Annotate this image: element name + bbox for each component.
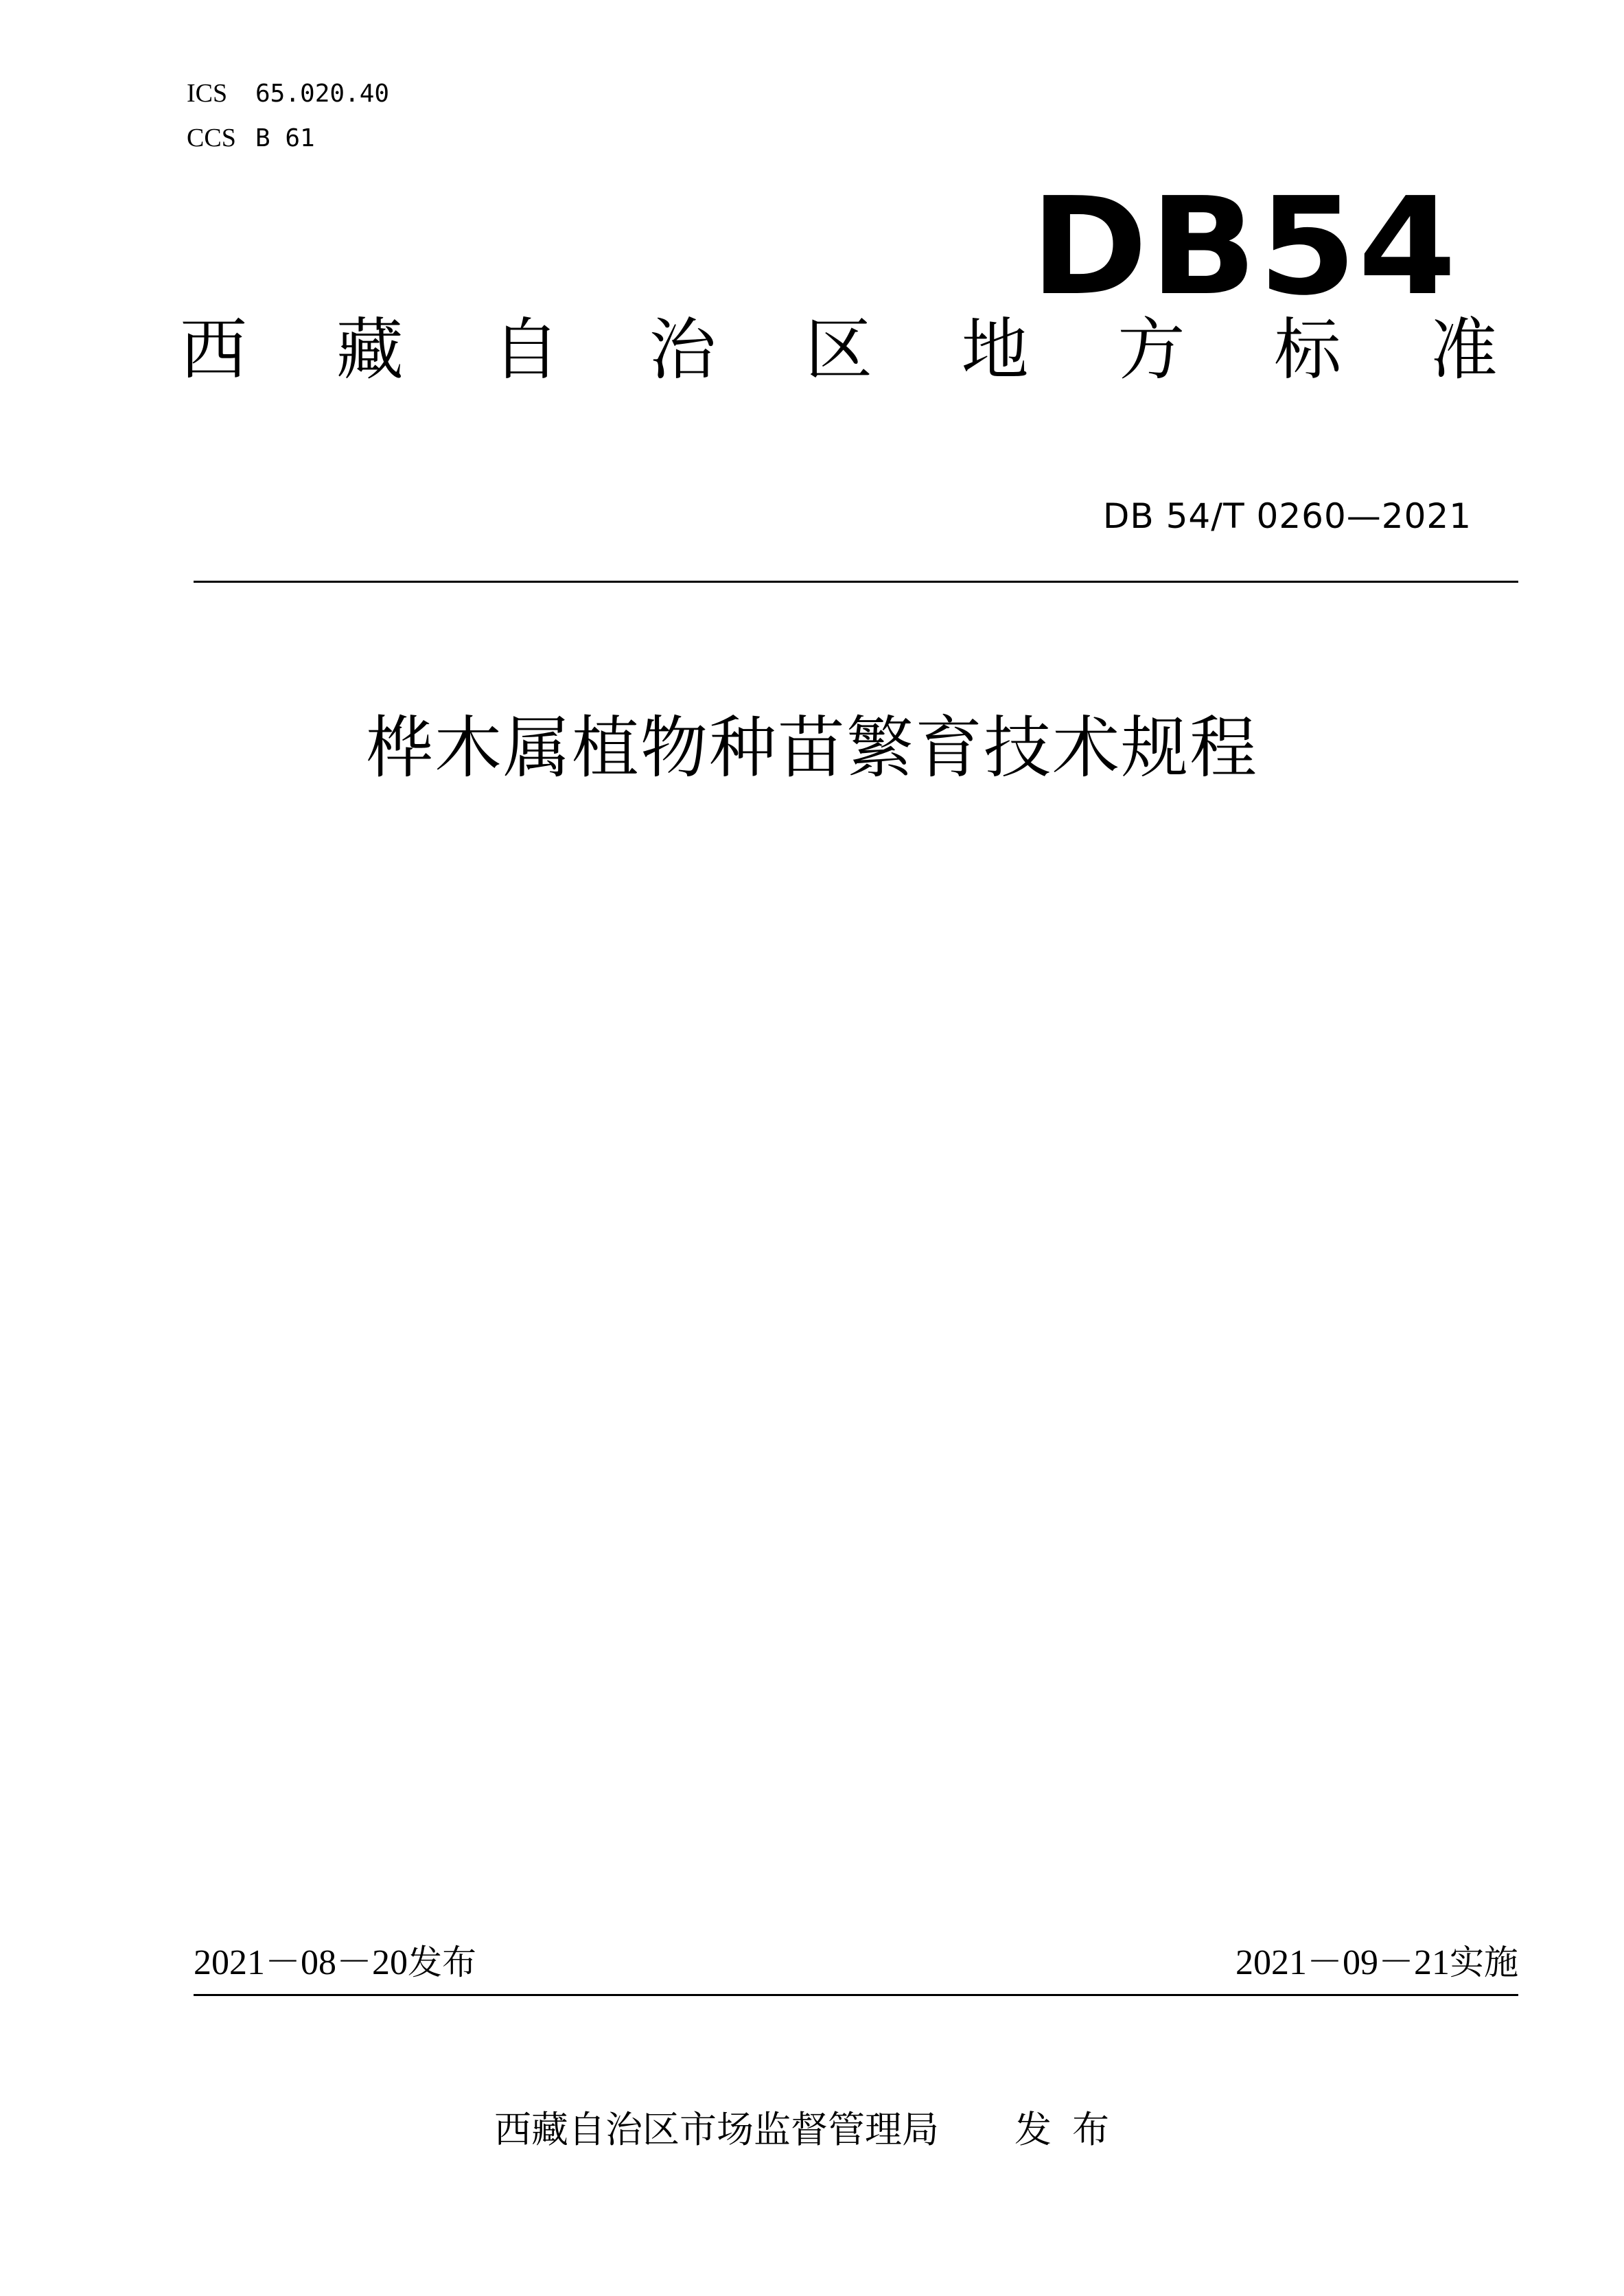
issuer-line: [0, 2106, 1624, 2154]
standard-type-char: 准: [1430, 311, 1498, 389]
header-divider: [194, 581, 1518, 583]
ccs-value: B 61: [255, 124, 315, 152]
ics-classification: [187, 76, 389, 111]
document-title: 桦木属植物种苗繁育技术规程: [365, 709, 1258, 787]
issuer-name: 西藏自治区市场监督管理局: [494, 2108, 939, 2151]
ics-label: ICS: [187, 79, 228, 108]
footer-divider: [194, 1994, 1518, 1996]
issuer-action: 发布: [1014, 2108, 1130, 2151]
db-code-logo: DB54: [1030, 169, 1458, 325]
effective-label: 实施: [1450, 1943, 1518, 1982]
ics-value: 65.020.40: [255, 80, 390, 108]
effective-date: [1236, 1940, 1518, 1986]
publish-date-value: 2021－08－20: [194, 1943, 408, 1982]
standard-type-char: 标: [1274, 311, 1342, 389]
ccs-classification: [187, 120, 315, 156]
standard-type-char: 区: [804, 311, 872, 389]
ccs-label: CCS: [187, 124, 236, 152]
publish-date: [194, 1940, 476, 1986]
effective-date-value: 2021－09－21: [1235, 1943, 1450, 1982]
standard-type-char: 西: [180, 311, 248, 389]
standard-number: DB 54/T 0260—2021: [1102, 496, 1472, 536]
standard-type-char: 自: [492, 311, 560, 389]
standard-type-heading: [180, 309, 1498, 391]
publish-label: 发布: [408, 1943, 477, 1982]
standard-type-char: 藏: [336, 311, 404, 389]
standard-type-char: 地: [961, 311, 1029, 389]
standard-type-char: 治: [649, 311, 717, 389]
standard-type-char: 方: [1117, 311, 1185, 389]
